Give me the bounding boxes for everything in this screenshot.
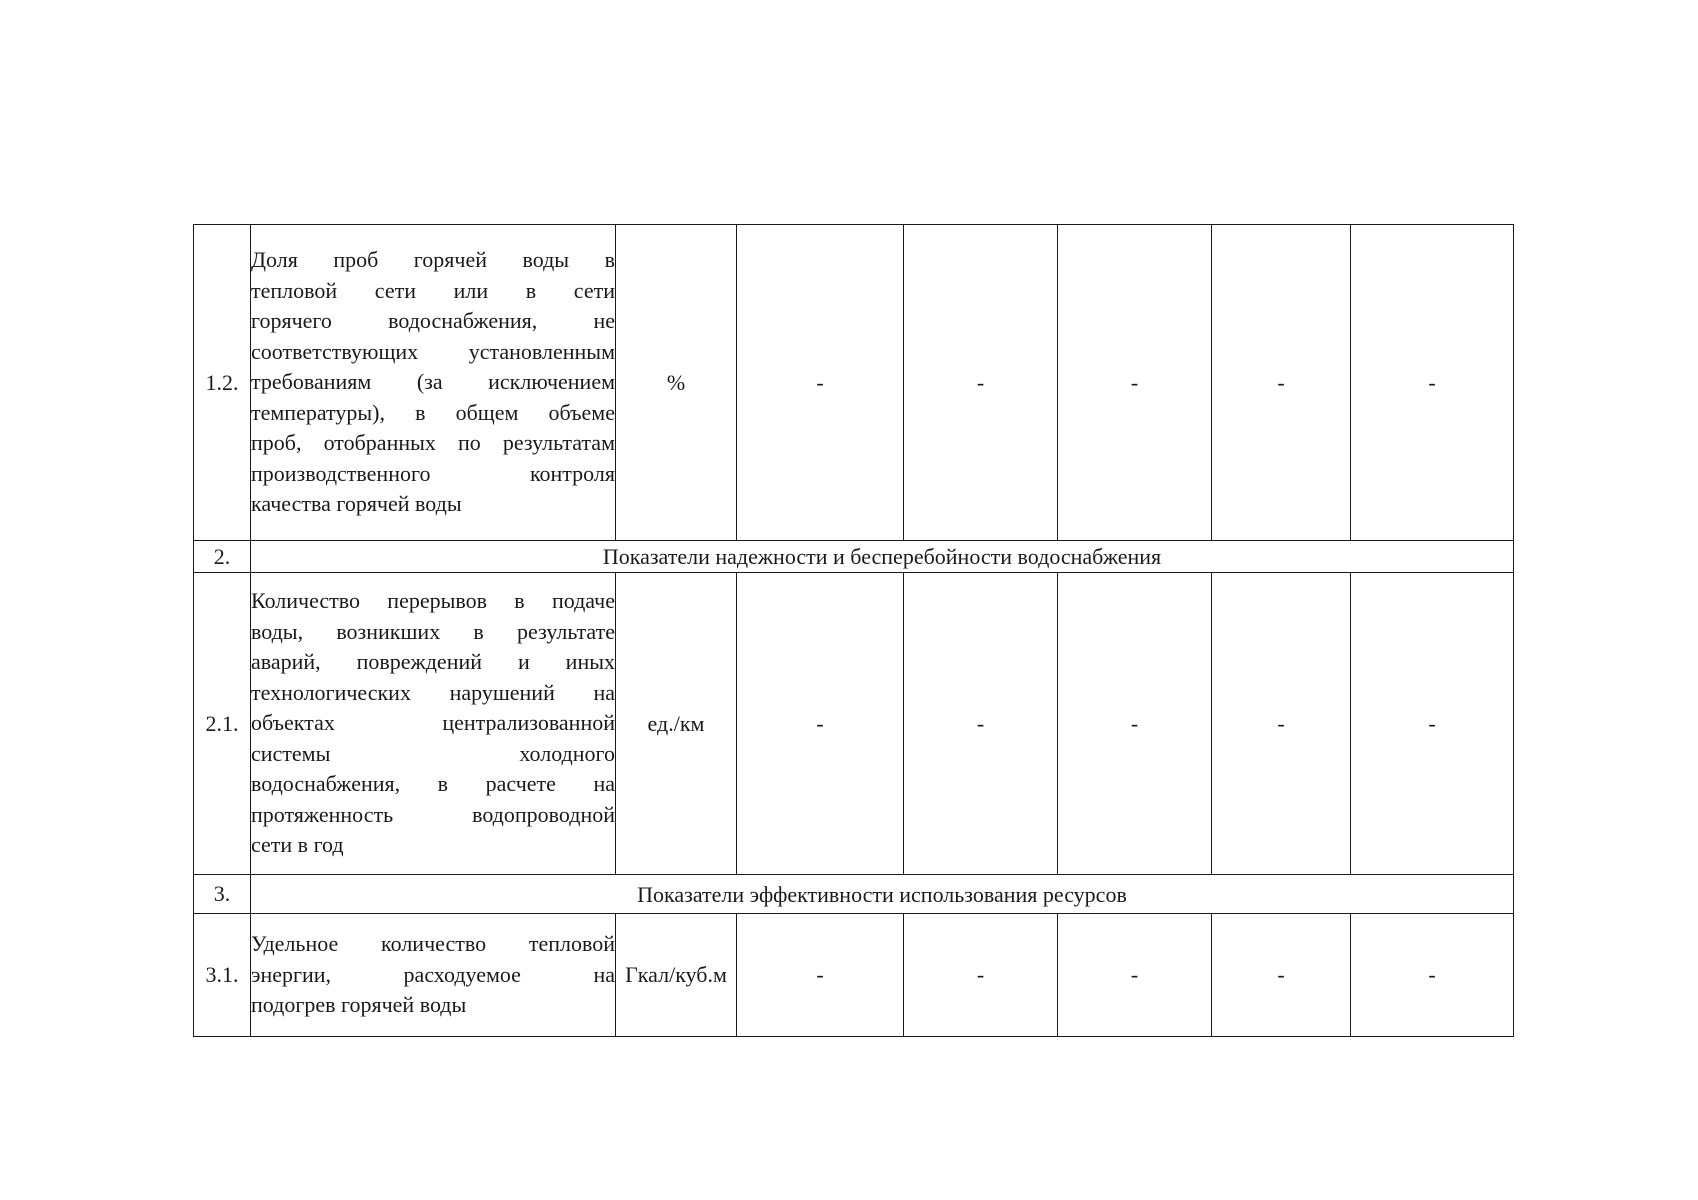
description-line: протяженность водопроводной — [251, 801, 615, 827]
section-row — [194, 875, 1514, 914]
value-cell: - — [1058, 914, 1212, 1037]
description-line: объектах централизованной — [251, 710, 615, 736]
description-line: системы холодного — [251, 740, 615, 766]
description-line: соответствующих установленным — [251, 338, 615, 364]
indicators-table — [193, 224, 1514, 1037]
section-row — [194, 541, 1514, 573]
description-line: тепловой сети или в сети — [251, 277, 615, 303]
unit-cell: Гкал/куб.м — [616, 914, 737, 1037]
description-line: аварий, повреждений и иных — [251, 649, 615, 675]
table-row — [194, 914, 1514, 1037]
value-cell: - — [1351, 573, 1514, 875]
value-cell: - — [1351, 914, 1514, 1037]
value-cell: - — [1058, 225, 1212, 541]
value-cell: - — [1058, 573, 1212, 875]
unit-cell: ед./км — [616, 573, 737, 875]
indicator-description — [251, 225, 616, 541]
indicator-description — [251, 573, 616, 875]
row-number: 2. — [194, 541, 251, 573]
description-line: сети в год — [251, 832, 344, 858]
value-cell: - — [737, 225, 904, 541]
value-cell: - — [904, 573, 1058, 875]
description-line: воды, возникших в результате — [251, 618, 615, 644]
description-line: проб, отобранных по результатам — [251, 430, 615, 456]
description-line: подогрев горячей воды — [251, 992, 467, 1018]
value-cell: - — [1212, 573, 1351, 875]
description-line: горячего водоснабжения, не — [251, 308, 615, 334]
description-line: Количество перерывов в подаче — [251, 588, 615, 614]
table-row — [194, 225, 1514, 541]
row-number: 1.2. — [194, 225, 251, 541]
description-line: водоснабжения, в расчете на — [251, 771, 615, 797]
description-line: энергии, расходуемое на — [251, 961, 615, 987]
table-row — [194, 573, 1514, 875]
description-line: технологических нарушений на — [251, 679, 615, 705]
section-title: Показатели надежности и бесперебойности водоснабжения — [251, 541, 1514, 573]
value-cell: - — [1351, 225, 1514, 541]
description-line: температуры), в общем объеме — [251, 399, 615, 425]
value-cell: - — [904, 914, 1058, 1037]
value-cell: - — [737, 573, 904, 875]
value-cell: - — [737, 914, 904, 1037]
description-line: производственного контроля — [251, 460, 615, 486]
value-cell: - — [1212, 914, 1351, 1037]
row-number: 3. — [194, 875, 251, 914]
description-line: требованиям (за исключением — [251, 369, 615, 395]
indicator-description — [251, 914, 616, 1037]
value-cell: - — [1212, 225, 1351, 541]
description-line: Удельное количество тепловой — [251, 931, 615, 957]
description-line: качества горячей воды — [251, 491, 462, 517]
row-number: 3.1. — [194, 914, 251, 1037]
row-number: 2.1. — [194, 573, 251, 875]
description-line: Доля проб горячей воды в — [251, 247, 615, 273]
value-cell: - — [904, 225, 1058, 541]
section-title: Показатели эффективности использования ресурсов — [251, 875, 1514, 914]
unit-cell: % — [616, 225, 737, 541]
